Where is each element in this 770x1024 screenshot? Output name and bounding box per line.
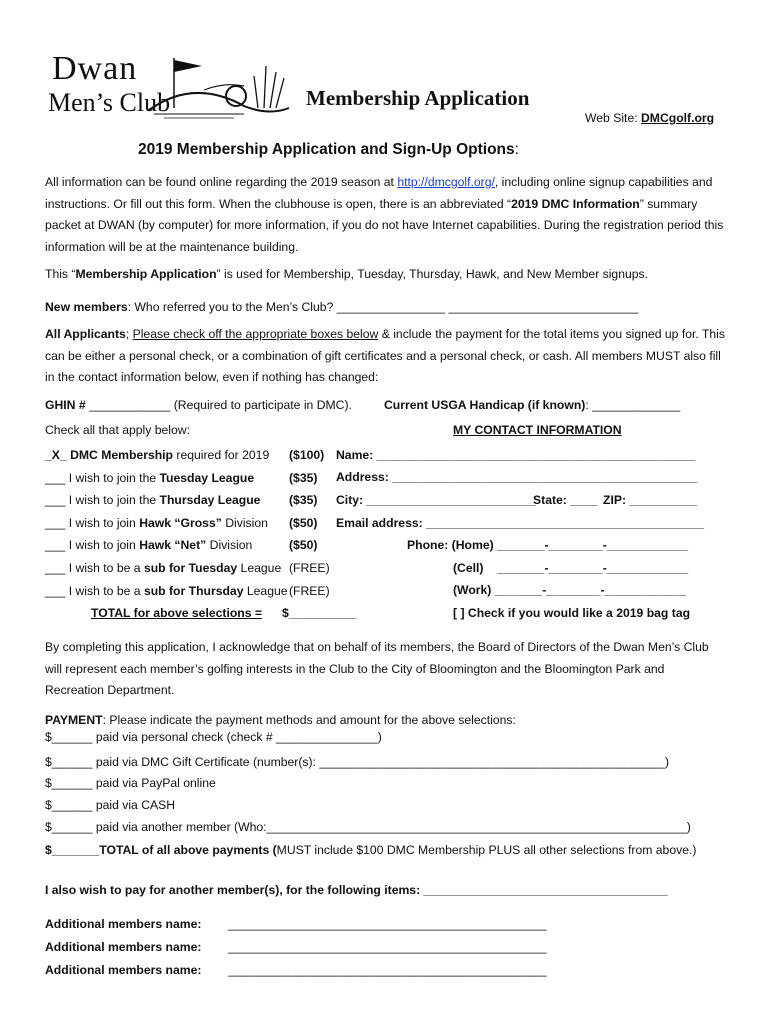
signup-option-price: (FREE) <box>289 583 330 598</box>
additional-member-field[interactable]: _______________________________________________ <box>228 940 547 954</box>
state-field[interactable]: State: ____ <box>533 493 598 507</box>
address-field[interactable]: Address: _____________________________________________ <box>336 470 698 484</box>
total-value[interactable]: $__________ <box>282 606 357 620</box>
section-title: 2019 Membership Application and Sign-Up Options: <box>138 141 519 158</box>
signup-option-5[interactable]: ___ I wish to be a sub for Tuesday League <box>45 561 282 575</box>
signup-option-price: ($35) <box>289 493 318 508</box>
signup-option-price: ($50) <box>289 515 318 530</box>
acknowledgement-paragraph: By completing this application, I acknowledge that on behalf of its members, the Board of Directors of the Dwan Men’s Club will represent each member’s golfing interests in the Club to the City of Bloomington and the Bloomington Park and Recreation Department. <box>45 640 709 697</box>
additional-member-field[interactable]: _______________________________________________ <box>228 963 547 977</box>
signup-option-0[interactable]: _X_ DMC Membership required for 2019 <box>45 448 270 462</box>
new-members-line[interactable]: New members: Who referred you to the Men’s Club? ________________ ____________________________ <box>45 300 639 314</box>
club-logo <box>44 48 294 123</box>
ghin-field[interactable]: GHIN # ____________ (Required to participate in DMC). <box>45 398 352 412</box>
name-field[interactable]: Name: _______________________________________________ <box>336 448 696 462</box>
signup-option-3[interactable]: ___ I wish to join Hawk “Gross” Division <box>45 515 268 530</box>
additional-member-label: Additional members name: <box>45 963 202 977</box>
signup-option-price: ($35) <box>289 470 318 485</box>
website-line <box>585 111 714 125</box>
signup-option-4[interactable]: ___ I wish to join Hawk “Net” Division <box>45 538 253 553</box>
usage-paragraph: This “Membership Application” is used for Membership, Tuesday, Thursday, Hawk, and New Member signups. <box>45 267 649 281</box>
payment-line-4[interactable]: $______ paid via another member (Who:______________________________________________________________) <box>45 820 691 834</box>
payment-line-2[interactable]: $______ paid via PayPal online <box>45 776 216 790</box>
additional-member-label: Additional members name: <box>45 940 202 954</box>
phone-home-field[interactable]: Phone: (Home) _______-________-____________ <box>407 538 689 552</box>
signup-option-2[interactable]: ___ I wish to join the Thursday League <box>45 493 261 508</box>
intro-paragraph: All information can be found online regarding the 2019 season at http://dmcgolf.org/, including online signup capabilities and instructions. Or fill out this form. When the clubhouse is open, there is an abbreviated “2019 DMC Information” summary packet at DWAN (by computer) for more information, if you do not have Internet capabilities. During the registration period this information will be at the maintenance building. <box>45 175 724 254</box>
signup-option-price: ($50) <box>289 538 318 553</box>
email-field[interactable]: Email address: _________________________________________ <box>336 516 704 530</box>
handicap-field[interactable]: Current USGA Handicap (if known): _____________ <box>384 398 681 412</box>
additional-member-label: Additional members name: <box>45 917 202 931</box>
city-field[interactable]: City: _________________________ <box>336 493 536 507</box>
payment-line-1[interactable]: $______ paid via DMC Gift Certificate (number(s): ___________________________________________________) <box>45 755 670 769</box>
page-title: Membership Application <box>306 86 530 110</box>
phone-work-field[interactable]: (Work) _______-________-____________ <box>453 583 686 597</box>
dmcgolf-link[interactable]: http://dmcgolf.org/ <box>397 175 495 189</box>
additional-member-field[interactable]: _______________________________________________ <box>228 917 547 931</box>
payment-total[interactable]: $_______TOTAL of all above payments (MUST include $100 DMC Membership PLUS all other selections from above.) <box>45 843 697 857</box>
check-all-label: Check all that apply below: <box>45 423 190 437</box>
total-label: TOTAL for above selections = <box>91 606 263 620</box>
bag-tag-checkbox[interactable]: [ ] Check if you would like a 2019 bag tag <box>453 606 691 620</box>
zip-field[interactable]: ZIP: __________ <box>603 493 698 507</box>
payment-line-0[interactable]: $______ paid via personal check (check # _______________) <box>45 730 382 744</box>
phone-cell-field[interactable]: (Cell) _______-________-____________ <box>453 561 689 575</box>
logo-line-1: Dwan <box>52 50 138 87</box>
website-label: Web Site: <box>585 111 641 125</box>
payment-line-3[interactable]: $______ paid via CASH <box>45 798 176 812</box>
signup-option-price: (FREE) <box>289 561 330 575</box>
website-link[interactable]: DMCgolf.org <box>641 111 715 125</box>
all-applicants-paragraph: All Applicants; Please check off the appropriate boxes below & include the payment for the total items you signed up for. This can be either a personal check, or a combination of gift certificates and a personal check, or cash. All members MUST also fill in the contact information below, even if nothing has changed: <box>45 327 725 384</box>
signup-option-6[interactable]: ___ I wish to be a sub for Thursday League <box>45 583 288 598</box>
also-pay-line[interactable]: I also wish to pay for another member(s), for the following items: ____________________________________ <box>45 883 668 897</box>
logo-line-2: Men’s Club <box>48 88 171 117</box>
payment-intro: PAYMENT: Please indicate the payment methods and amount for the above selections: <box>45 713 516 727</box>
contact-heading: MY CONTACT INFORMATION <box>453 423 622 437</box>
signup-option-1[interactable]: ___ I wish to join the Tuesday League <box>45 470 255 485</box>
signup-option-price: ($100) <box>289 448 325 462</box>
